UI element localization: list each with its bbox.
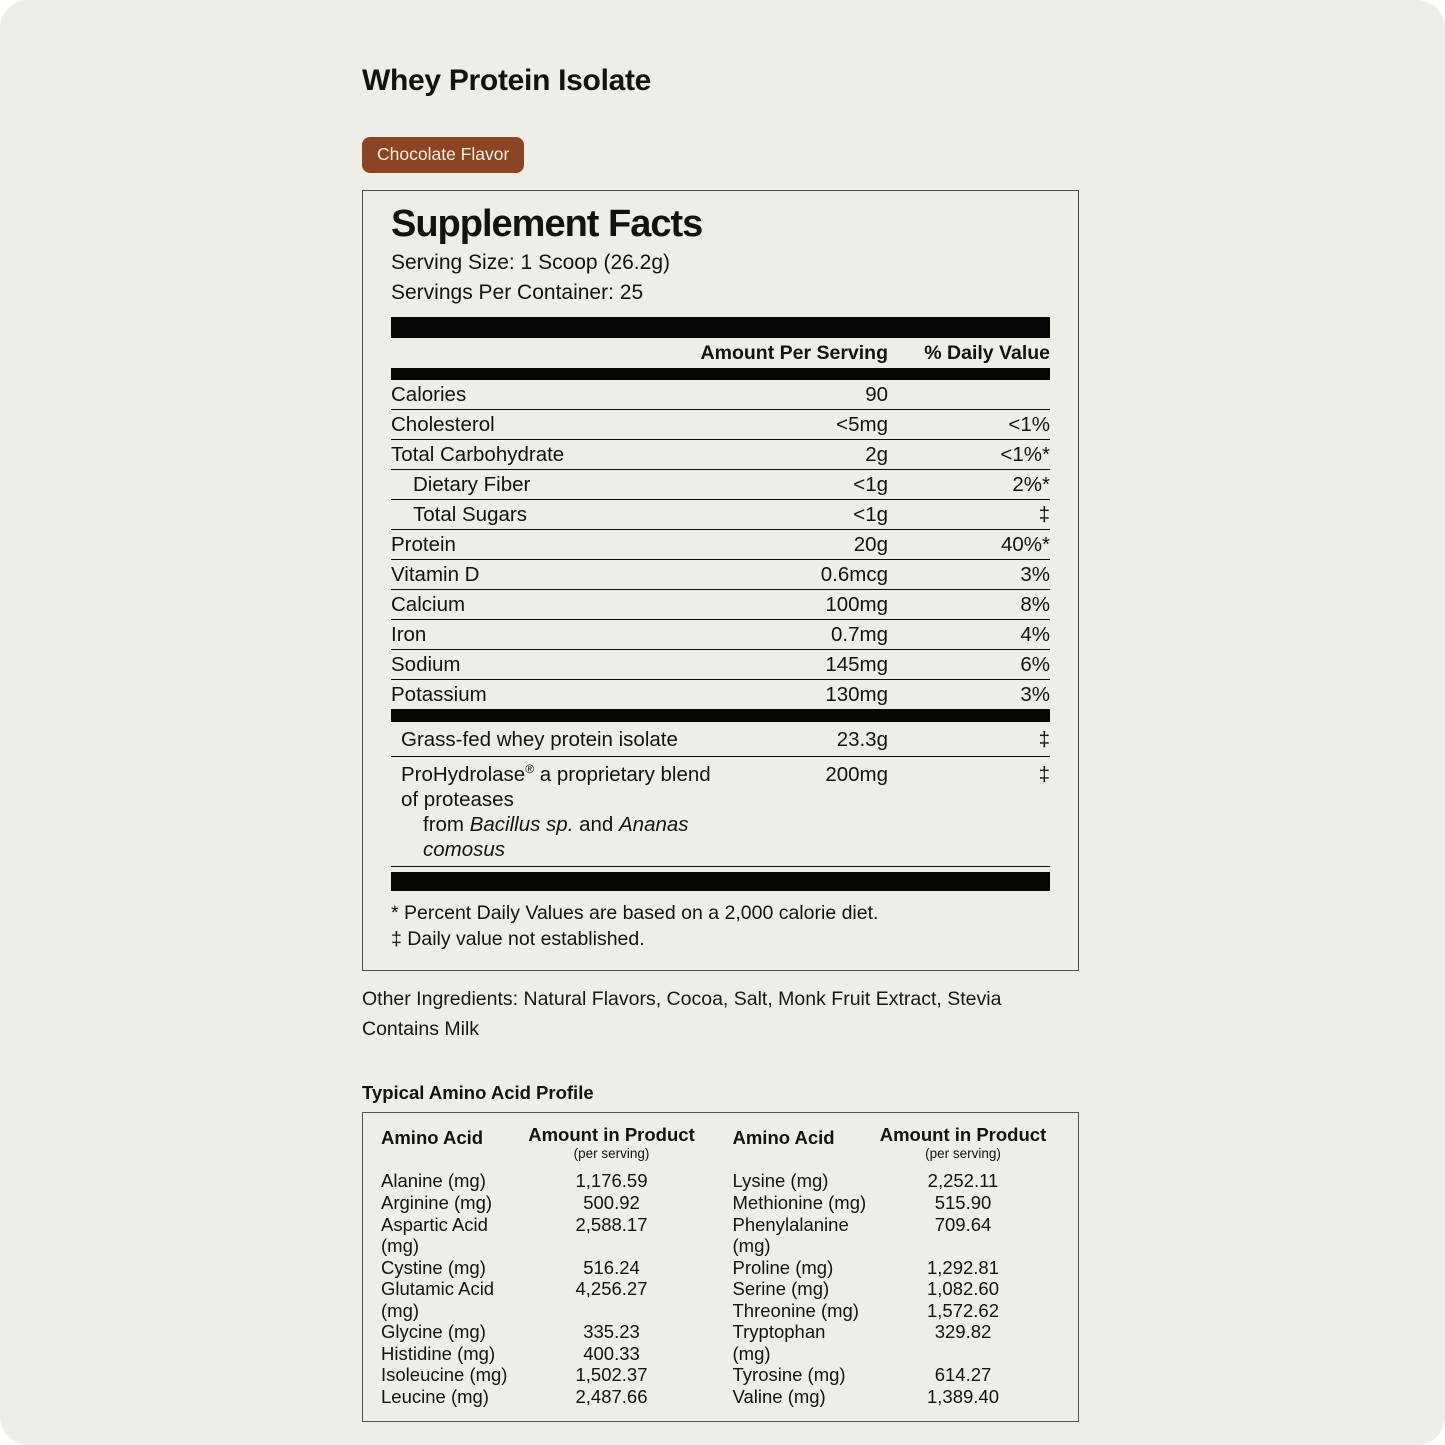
divider-bar-header xyxy=(391,368,1050,380)
nutrient-daily-value: 6% xyxy=(1020,652,1050,676)
nutrient-row-total-carbohydrate xyxy=(391,440,1050,470)
amino-name: Leucine (mg) xyxy=(381,1385,489,1407)
contains-milk-line: Contains Milk xyxy=(362,1018,480,1041)
amino-value: 2,588.17 xyxy=(575,1213,648,1235)
nutrient-daily-value: ‡ xyxy=(1038,502,1050,526)
nutrient-amount: 0.6mcg xyxy=(820,562,888,586)
nutrient-amount: 130mg xyxy=(825,682,888,706)
amino-row xyxy=(733,1321,1059,1364)
nutrient-amount: 100mg xyxy=(825,592,888,616)
amino-value: 614.27 xyxy=(934,1364,992,1386)
amino-row xyxy=(733,1300,1059,1322)
footnote-daily-value: ‡ Daily value not established. xyxy=(391,927,645,950)
nutrient-row-calories xyxy=(391,380,1050,410)
amino-col-name: Amino Acid xyxy=(732,1127,835,1149)
amino-group-right xyxy=(733,1125,1059,1407)
amino-name: Aspartic Acid (mg) xyxy=(381,1213,488,1257)
nutrient-row-iron xyxy=(391,620,1050,650)
amino-name: Isoleucine (mg) xyxy=(381,1364,508,1386)
facts-footnotes xyxy=(391,891,1050,960)
amino-name: Tyrosine (mg) xyxy=(732,1364,846,1386)
blend-species-1: Bacillus sp. xyxy=(469,812,574,836)
nutrient-row-protein xyxy=(391,530,1050,560)
amino-value: 335.23 xyxy=(583,1321,640,1343)
nutrient-daily-value: 40%* xyxy=(1000,532,1050,556)
amino-acid-table xyxy=(362,1112,1079,1422)
nutrient-row-calcium xyxy=(391,590,1050,620)
amino-row xyxy=(733,1386,1059,1408)
amino-row xyxy=(381,1214,707,1257)
amino-value: 515.90 xyxy=(934,1192,992,1214)
blend-source-line xyxy=(401,812,716,862)
divider-bar-proprietary xyxy=(391,709,1050,722)
other-ingredients xyxy=(362,984,1079,1044)
nutrient-label: Iron xyxy=(391,622,427,646)
amino-name: Proline (mg) xyxy=(732,1256,834,1278)
amino-value: 1,082.60 xyxy=(926,1278,999,1300)
amino-col-amount xyxy=(517,1125,707,1161)
nutrient-row-sodium xyxy=(391,650,1050,680)
amino-row xyxy=(381,1364,707,1386)
nutrient-row-vitamin-d xyxy=(391,560,1050,590)
nutrient-label: Vitamin D xyxy=(391,562,480,586)
amino-name: Phenylalanine (mg) xyxy=(732,1213,849,1257)
facts-title: Supplement Facts xyxy=(391,203,703,246)
amino-row xyxy=(381,1386,707,1408)
amino-value: 500.92 xyxy=(583,1192,640,1214)
amino-row xyxy=(381,1257,707,1279)
nutrient-row-cholesterol xyxy=(391,410,1050,440)
nutrient-label: Potassium xyxy=(391,682,487,706)
amino-name: Valine (mg) xyxy=(732,1385,826,1407)
amino-name: Threonine (mg) xyxy=(732,1299,859,1321)
amino-value: 516.24 xyxy=(583,1256,640,1278)
blend-daily-value: ‡ xyxy=(1038,762,1050,786)
blend-label: Grass-fed whey protein isolate xyxy=(401,727,678,751)
divider-bar-top xyxy=(391,317,1050,338)
amino-profile-title: Typical Amino Acid Profile xyxy=(362,1082,594,1104)
amino-row xyxy=(733,1214,1059,1257)
amino-row xyxy=(381,1321,707,1343)
amino-col-amount-sub: (per serving) xyxy=(573,1145,650,1161)
other-ingredients-line: Other Ingredients: Natural Flavors, Cocoa, Salt, Monk Fruit Extract, Stevia xyxy=(362,987,1002,1010)
amino-value: 1,389.40 xyxy=(926,1385,999,1407)
amino-row xyxy=(381,1170,707,1192)
nutrient-daily-value: 3% xyxy=(1020,562,1050,586)
amino-value: 1,292.81 xyxy=(926,1256,999,1278)
amino-row xyxy=(733,1170,1059,1192)
nutrient-label: Dietary Fiber xyxy=(413,472,531,496)
amino-row xyxy=(733,1278,1059,1300)
nutrient-amount: 90 xyxy=(865,382,888,406)
nutrient-daily-value: <1%* xyxy=(1000,442,1050,466)
blend-label xyxy=(391,762,716,862)
nutrient-amount: 20g xyxy=(853,532,888,556)
amino-header xyxy=(381,1125,707,1161)
amino-value: 2,252.11 xyxy=(927,1170,999,1192)
nutrient-daily-value: 8% xyxy=(1020,592,1050,616)
blend-source-prefix: from xyxy=(423,812,470,836)
facts-column-header xyxy=(391,338,1050,368)
amino-name: Glycine (mg) xyxy=(381,1321,486,1343)
amino-row xyxy=(733,1192,1059,1214)
nutrient-amount: 145mg xyxy=(825,652,888,676)
nutrient-daily-value: 3% xyxy=(1020,682,1050,706)
amino-name: Methionine (mg) xyxy=(732,1192,867,1214)
amino-value: 400.33 xyxy=(583,1342,640,1364)
blend-amount: 200mg xyxy=(825,762,888,786)
amino-col-amount-label: Amount in Product xyxy=(528,1124,695,1146)
nutrient-amount: <1g xyxy=(853,472,888,496)
nutrient-label: Calories xyxy=(391,382,467,406)
amino-header xyxy=(733,1125,1059,1161)
nutrient-row-total-sugars xyxy=(391,500,1050,530)
nutrient-daily-value: 4% xyxy=(1020,622,1050,646)
amino-name: Alanine (mg) xyxy=(381,1170,486,1192)
amino-name: Histidine (mg) xyxy=(381,1342,496,1364)
nutrient-daily-value xyxy=(888,383,1050,407)
nutrient-label: Cholesterol xyxy=(391,412,495,436)
serving-size: Serving Size: 1 Scoop (26.2g) xyxy=(391,251,670,275)
amino-col-amount-sub: (per serving) xyxy=(925,1145,1001,1161)
amino-name: Lysine (mg) xyxy=(732,1170,829,1192)
blend-species-2: Ananas comosus xyxy=(423,812,689,861)
amino-value: 4,256.27 xyxy=(575,1278,648,1300)
nutrient-amount: <5mg xyxy=(836,412,888,436)
nutrient-label: Total Carbohydrate xyxy=(391,442,565,466)
servings-per-container: Servings Per Container: 25 xyxy=(391,280,644,304)
amino-name: Glutamic Acid (mg) xyxy=(381,1278,495,1321)
amino-row xyxy=(733,1257,1059,1279)
nutrient-label: Sodium xyxy=(391,652,461,676)
amino-col-name: Amino Acid xyxy=(381,1127,484,1149)
blend-description: a proprietary blend of proteases xyxy=(401,762,711,811)
amino-row xyxy=(381,1343,707,1365)
divider-bar-bottom xyxy=(391,872,1050,891)
content-column xyxy=(362,0,1079,1422)
amino-name: Arginine (mg) xyxy=(381,1192,493,1214)
amino-value: 1,572.62 xyxy=(926,1299,999,1321)
nutrient-amount: 0.7mg xyxy=(831,622,888,646)
nutrient-daily-value: 2%* xyxy=(1012,472,1050,496)
registered-mark: ® xyxy=(525,761,535,776)
amino-name: Tryptophan (mg) xyxy=(732,1321,826,1364)
amino-row xyxy=(733,1364,1059,1386)
nutrient-amount: <1g xyxy=(853,502,888,526)
amino-row xyxy=(381,1192,707,1214)
blend-row-prohydrolase xyxy=(391,757,1050,867)
nutrient-daily-value: <1% xyxy=(1008,412,1050,436)
nutrient-amount: 2g xyxy=(865,442,888,466)
amino-value: 709.64 xyxy=(934,1213,992,1235)
footnote-percent-dv: * Percent Daily Values are based on a 2,000 calorie diet. xyxy=(391,901,879,924)
amino-name: Cystine (mg) xyxy=(381,1256,486,1278)
blend-daily-value: ‡ xyxy=(1038,727,1050,751)
amino-value: 1,176.59 xyxy=(575,1170,648,1192)
nutrient-row-dietary-fiber xyxy=(391,470,1050,500)
flavor-badge[interactable]: Chocolate Flavor xyxy=(362,137,524,173)
nutrient-label: Calcium xyxy=(391,592,466,616)
supplement-facts-panel xyxy=(362,190,1079,971)
amino-col-amount-label: Amount in Product xyxy=(879,1124,1047,1146)
nutrient-label: Total Sugars xyxy=(413,502,527,526)
amino-group-left xyxy=(381,1125,707,1407)
blend-source-and: and xyxy=(573,812,619,836)
amino-value: 2,487.66 xyxy=(575,1385,648,1407)
blend-name: ProHydrolase xyxy=(401,762,526,786)
column-header-amount: Amount Per Serving xyxy=(700,341,888,364)
amino-row xyxy=(381,1278,707,1321)
amino-value: 329.82 xyxy=(934,1321,992,1343)
blend-amount: 23.3g xyxy=(836,727,888,751)
amino-value: 1,502.37 xyxy=(575,1364,648,1386)
amino-col-amount xyxy=(868,1125,1058,1161)
blend-row-whey-isolate xyxy=(391,722,1050,757)
nutrient-label: Protein xyxy=(391,532,456,556)
column-header-daily-value: % Daily Value xyxy=(924,341,1050,364)
amino-name: Serine (mg) xyxy=(732,1278,830,1300)
page-title: Whey Protein Isolate xyxy=(362,64,652,97)
nutrient-row-potassium xyxy=(391,680,1050,709)
